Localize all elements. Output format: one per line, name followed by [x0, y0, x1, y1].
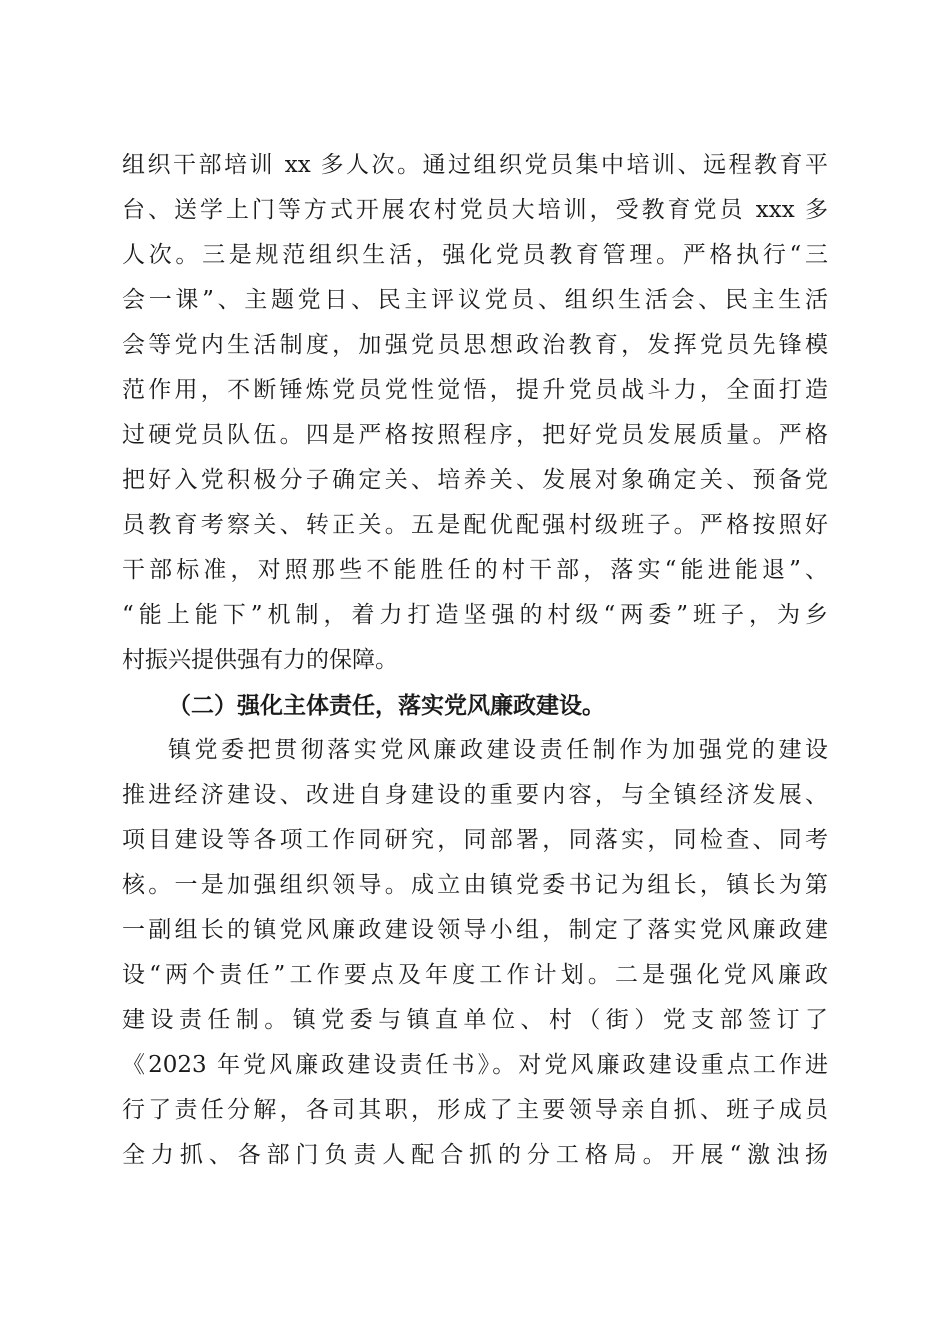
paragraph-line: 村振兴提供强有力的保障。	[122, 647, 398, 673]
paragraph-line: 会等党内生活制度，加强党员思想政治教育，发挥党员先锋模	[122, 332, 828, 358]
paragraph-line: “能上能下”机制，着力打造坚强的村级“两委”班子，为乡	[122, 602, 828, 628]
paragraph-line: 核。一是加强组织领导。成立由镇党委书记为组长，镇长为第	[122, 872, 828, 898]
paragraph-line: 推进经济建设、改进自身建设的重要内容，与全镇经济发展、	[122, 782, 828, 808]
paragraph-line: 建设责任制。镇党委与镇直单位、村（街）党支部签订了	[122, 1007, 828, 1033]
paragraph-line: 人次。三是规范组织生活，强化党员教育管理。严格执行“三	[122, 242, 828, 268]
document-body	[122, 143, 828, 1178]
paragraph-line: 会一课”、主题党日、民主评议党员、组织生活会、民主生活	[122, 287, 828, 313]
paragraph-line: 《2023 年党风廉政建设责任书》。对党风廉政建设重点工作进	[122, 1052, 828, 1078]
paragraph-line: 把好入党积极分子确定关、培养关、发展对象确定关、预备党	[122, 467, 828, 493]
paragraph-line: 一副组长的镇党风廉政建设领导小组，制定了落实党风廉政建	[122, 917, 828, 943]
paragraph-line: 过硬党员队伍。四是严格按照程序，把好党员发展质量。严格	[122, 422, 828, 448]
paragraph-line: 干部标准，对照那些不能胜任的村干部，落实“能进能退”、	[122, 557, 828, 583]
paragraph-line: 项目建设等各项工作同研究，同部署，同落实，同检查、同考	[122, 827, 828, 853]
paragraph-line: 设“两个责任”工作要点及年度工作计划。二是强化党风廉政	[122, 962, 828, 988]
paragraph-line: 台、送学上门等方式开展农村党员大培训，受教育党员 xxx 多	[122, 197, 828, 223]
paragraph-line: 镇党委把贯彻落实党风廉政建设责任制作为加强党的建设	[168, 737, 828, 763]
section-heading: （二）强化主体责任，落实党风廉政建设。	[168, 692, 605, 719]
paragraph-line: 全力抓、各部门负责人配合抓的分工格局。开展“激浊扬	[122, 1142, 828, 1168]
paragraph-line: 范作用，不断锤炼党员党性觉悟，提升党员战斗力，全面打造	[122, 377, 828, 403]
paragraph-line: 组织干部培训 xx 多人次。通过组织党员集中培训、远程教育平	[122, 152, 828, 178]
paragraph-line: 行了责任分解，各司其职，形成了主要领导亲自抓、班子成员	[122, 1097, 828, 1123]
paragraph-line: 员教育考察关、转正关。五是配优配强村级班子。严格按照好	[122, 512, 828, 538]
